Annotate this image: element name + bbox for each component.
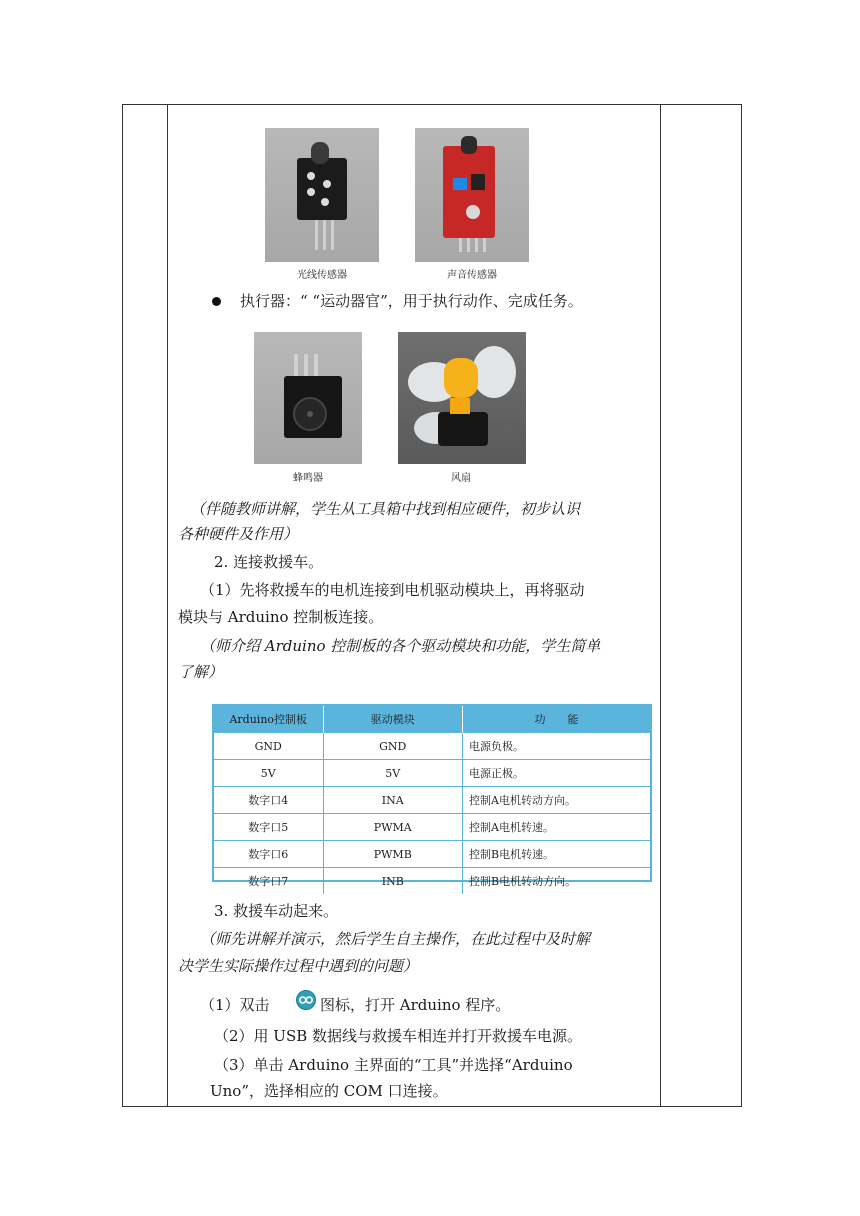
cell-function: 电源正极。	[463, 760, 650, 787]
header-controller: Arduino控制板	[214, 706, 323, 733]
step3-1-before: （1）双击	[200, 996, 270, 1014]
step3-title: 3. 救援车动起来。	[214, 902, 339, 920]
sound-sensor-photo	[415, 128, 529, 262]
column-divider-left	[167, 105, 168, 1106]
step3-1-after: 图标，打开 Arduino 程序。	[320, 996, 511, 1014]
cell-module: PWMA	[323, 814, 463, 841]
column-divider-right	[660, 105, 661, 1106]
arduino-app-icon	[296, 990, 316, 1010]
table-row	[214, 760, 650, 787]
light-sensor-caption: 光线传感器	[297, 270, 347, 281]
header-driver-module: 驱动模块	[323, 706, 463, 733]
step3-2: （2）用 USB 数据线与救援车相连并打开救援车电源。	[214, 1027, 583, 1045]
cell-function: 电源负极。	[463, 733, 650, 760]
cell-controller: 数字口6	[214, 841, 323, 868]
step2-title: 2. 连接救援车。	[214, 553, 324, 571]
step2-1-line1: （1）先将救援车的电机连接到电机驱动模块上，再将驱动	[200, 581, 585, 599]
cell-module: INA	[323, 787, 463, 814]
sound-sensor-caption: 声音传感器	[447, 270, 497, 281]
note1-line2: 各种硬件及作用）	[178, 525, 299, 543]
bullet-icon	[212, 297, 221, 306]
cell-function: 控制B电机转速。	[463, 841, 650, 868]
fan-caption: 风扇	[451, 473, 471, 484]
cell-module: GND	[323, 733, 463, 760]
cell-controller: GND	[214, 733, 323, 760]
cell-module: 5V	[323, 760, 463, 787]
table-row	[214, 814, 650, 841]
header-function: 功 能	[463, 706, 650, 733]
cell-controller: 数字口5	[214, 814, 323, 841]
actuator-description: 执行器：“ “运动器官”，用于执行动作、完成任务。	[240, 292, 583, 310]
table-row	[214, 787, 650, 814]
cell-controller: 数字口4	[214, 787, 323, 814]
cell-function: 控制B电机转动方向。	[463, 868, 650, 895]
step2-1-line2: 模块与 Arduino 控制板连接。	[178, 608, 384, 626]
note1-line1: （伴随教师讲解，学生从工具箱中找到相应硬件，初步认识	[190, 500, 581, 518]
step3-3-line2: Uno”，选择相应的 COM 口连接。	[210, 1082, 448, 1100]
buzzer-photo	[254, 332, 362, 464]
table-row	[214, 841, 650, 868]
note2-line1: （师介绍 Arduino 控制板的各个驱动模块和功能，学生简单	[200, 637, 601, 655]
note2-line2: 了解）	[178, 663, 224, 681]
table-row	[214, 868, 650, 895]
note3-line1: （师先讲解并演示，然后学生自主操作，在此过程中及时解	[200, 930, 591, 948]
note3-line2: 决学生实际操作过程中遇到的问题）	[178, 957, 419, 975]
cell-module: PWMB	[323, 841, 463, 868]
wiring-table-header	[214, 706, 650, 733]
cell-function: 控制A电机转速。	[463, 814, 650, 841]
table-row	[214, 733, 650, 760]
cell-module: INB	[323, 868, 463, 895]
cell-controller: 5V	[214, 760, 323, 787]
light-sensor-photo	[265, 128, 379, 262]
buzzer-caption: 蜂鸣器	[293, 473, 323, 484]
wiring-table	[212, 704, 652, 888]
step3-3-line1: （3）单击 Arduino 主界面的“工具”并选择“Arduino	[214, 1056, 573, 1074]
cell-function: 控制A电机转动方向。	[463, 787, 650, 814]
fan-photo	[398, 332, 526, 464]
cell-controller: 数字口7	[214, 868, 323, 895]
